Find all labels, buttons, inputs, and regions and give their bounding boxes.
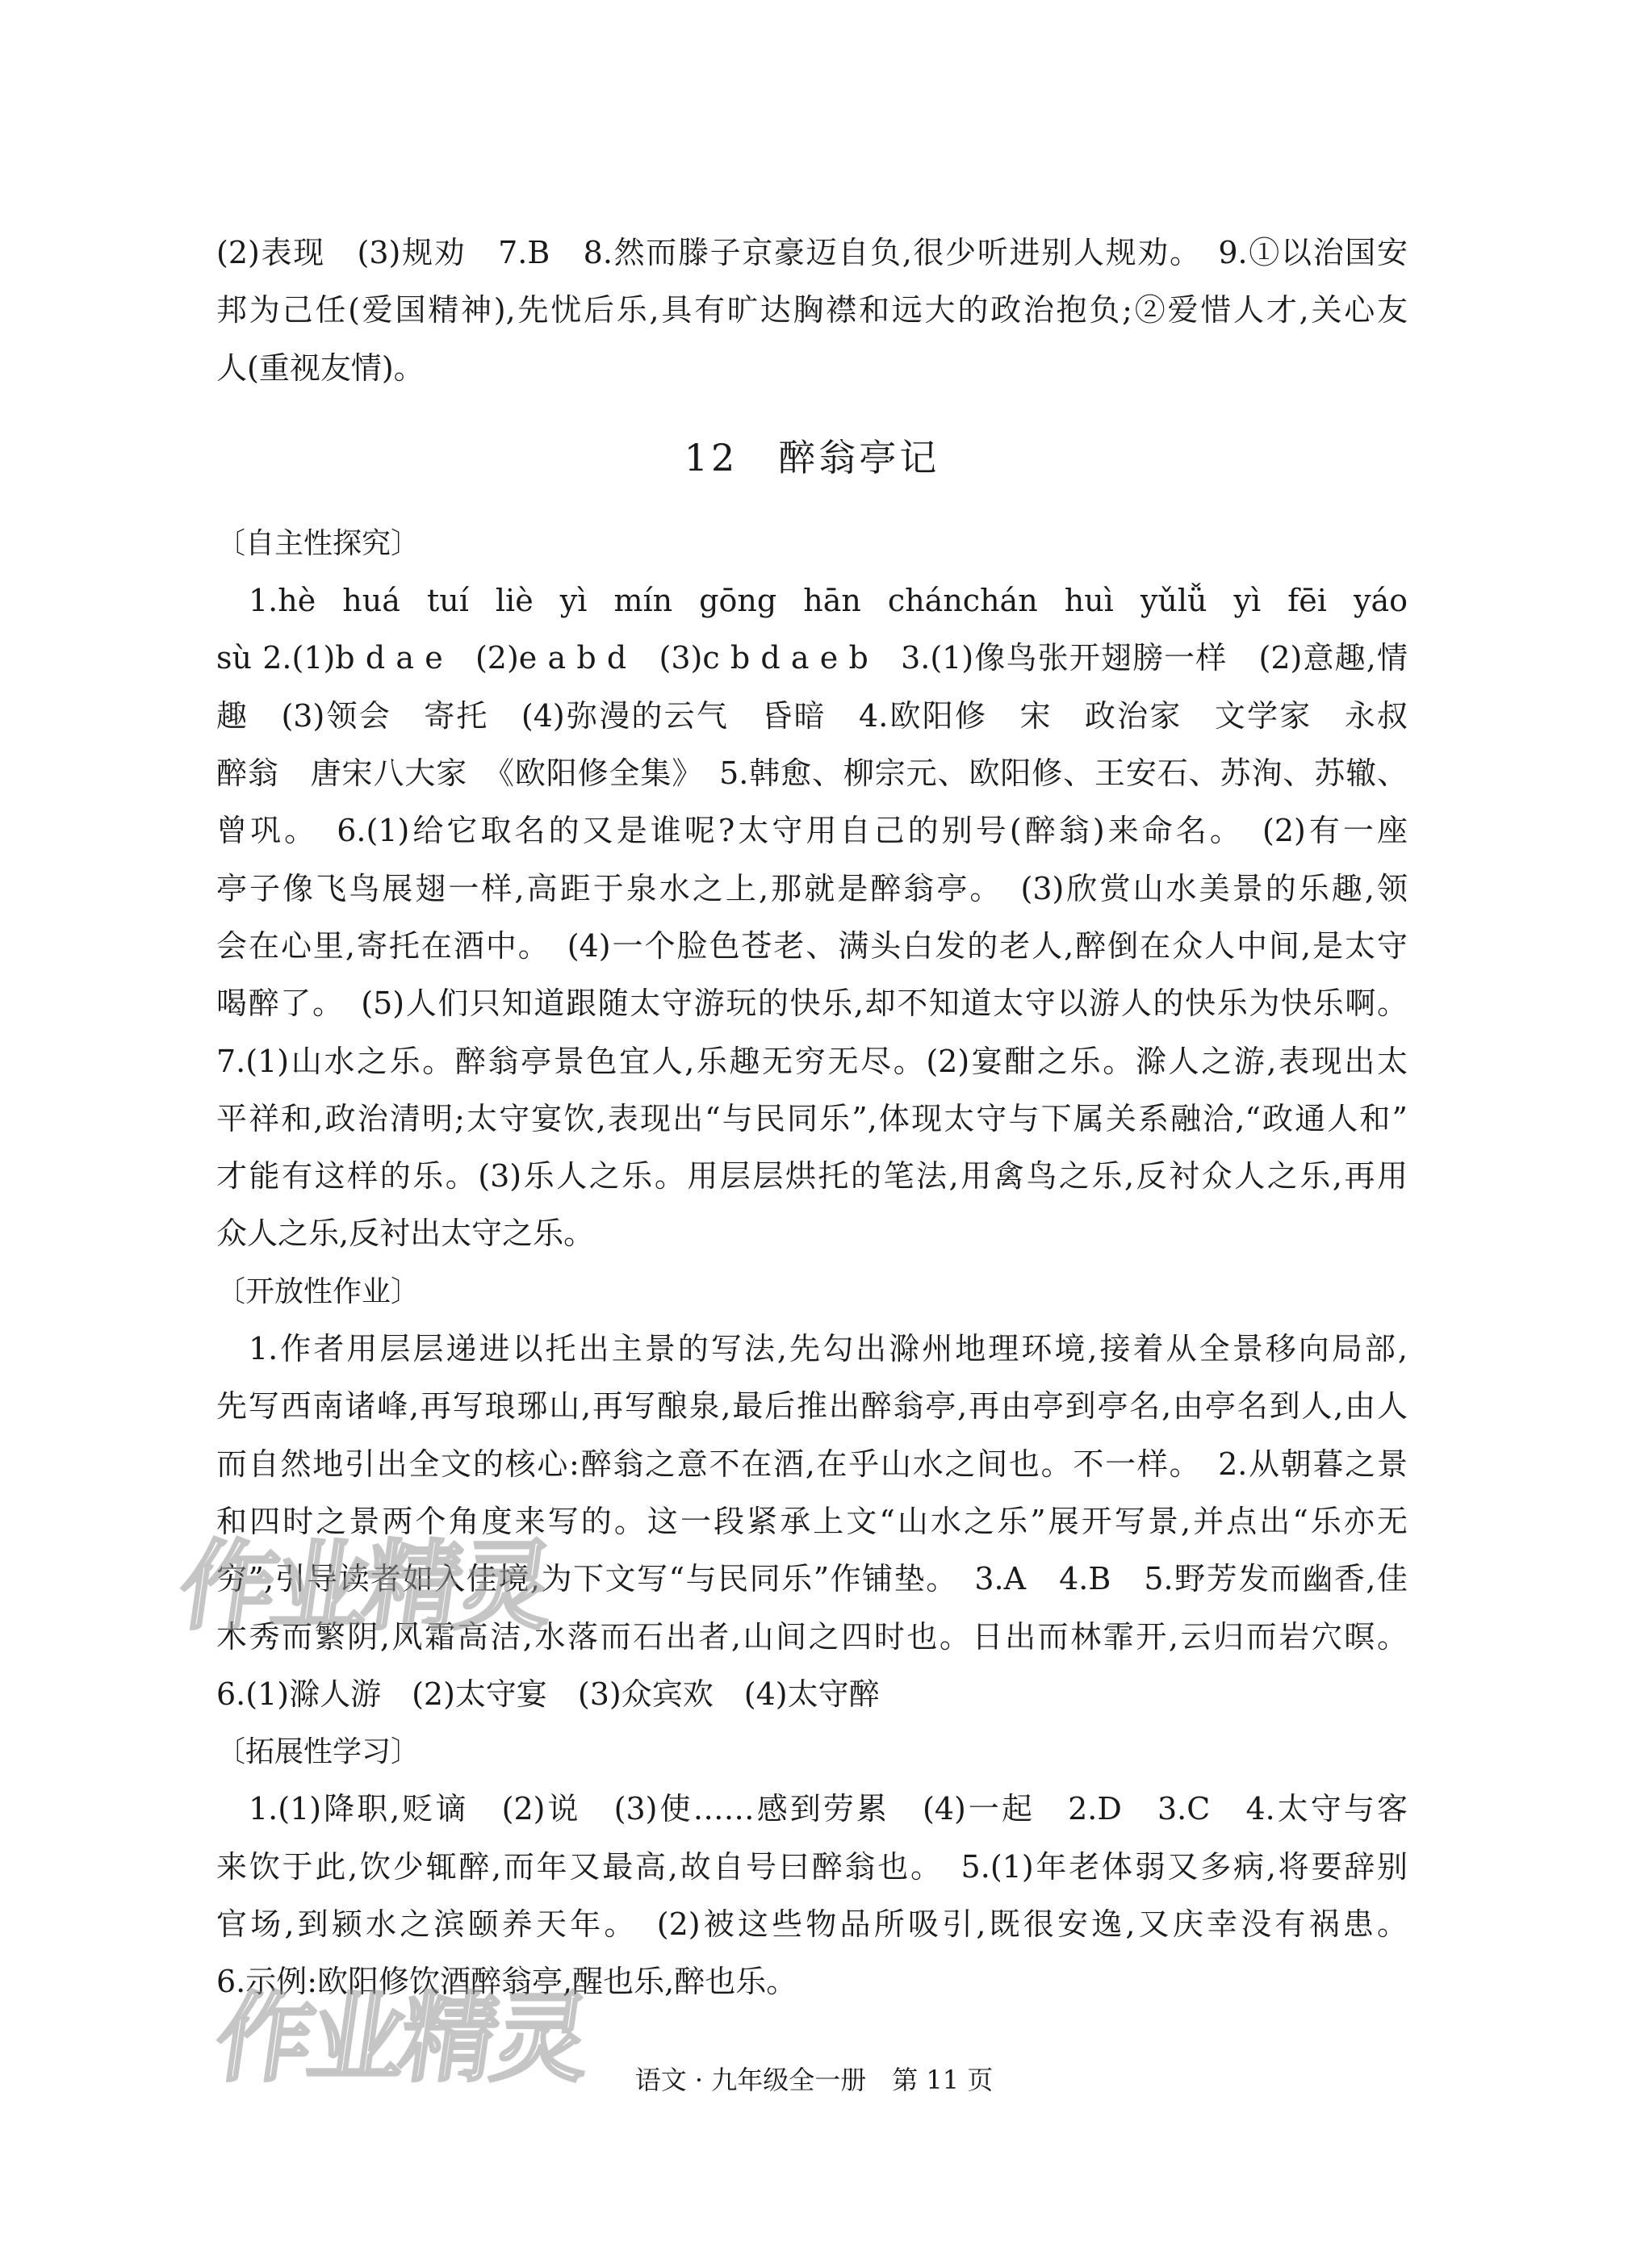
text-line: 会在心里,寄托在酒中。 (4)一个脸色苍老、满头白发的老人,醉倒在众人中间,是太守 [216, 927, 1408, 964]
text-line: sù 2.(1)b d a e (2)e a b d (3)c b d a e b 3.(1)像鸟张开翅膀一样 (2)意趣,情 [216, 640, 1408, 676]
text-line: 木秀而繁阴,风霜高洁,水落而石出者,山间之四时也。日出而林霏开,云归而岩穴暝。 [216, 1618, 1408, 1655]
document-body [216, 224, 1408, 2011]
text-line: 才能有这样的乐。(3)乐人之乐。用层层烘托的笔法,用禽鸟之乐,反衬众人之乐,再用 [216, 1158, 1408, 1195]
text-line: 1.hè huá tuí liè yì mín gōng hān chánchán huì yǔlǚ yì fēi yáo [249, 583, 1408, 619]
text-line: 人(重视友情)。 [216, 349, 425, 386]
text-line: 6.(1)滁人游 (2)太守宴 (3)众宾欢 (4)太守醉 [216, 1676, 880, 1712]
page-footer: 语文 · 九年级全一册 第 11 页 [634, 2065, 994, 2095]
watermark-logo: 作业精灵 [172, 1531, 557, 1643]
text-line: 众人之乐,反衬出太守之乐。 [216, 1216, 595, 1252]
text-line: 而自然地引出全文的核心:醉翁之意不在酒,在乎山水之间也。不一样。 2.从朝暮之景 [216, 1446, 1408, 1482]
text-line: 邦为己任(爱国精神),先忧后乐,具有旷达胸襟和远大的政治抱负;②爱惜人才,关心友 [216, 292, 1408, 328]
section-heading: 〔开放性作业〕 [216, 1274, 421, 1308]
text-line: 喝醉了。 (5)人们只知道跟随太守游玩的快乐,却不知道太守以游人的快乐为快乐啊。 [216, 985, 1408, 1022]
text-line: 官场,到颍水之滨颐养天年。 (2)被这些物品所吸引,既很安逸,又庆幸没有祸患。 [216, 1906, 1408, 1943]
text-line: 平祥和,政治清明;太守宴饮,表现出“与民同乐”,体现太守与下属关系融洽,“政通人和” [216, 1100, 1408, 1136]
section-heading: 〔自主性探究〕 [216, 526, 421, 560]
text-line: 穷”,引导读者如入佳境,为下文写“与民同乐”作铺垫。 3.A 4.B 5.野芳发而幽香,佳 [216, 1561, 1408, 1597]
section-heading: 〔拓展性学习〕 [216, 1735, 421, 1769]
text-line: (2)表现 (3)规劝 7.B 8.然而滕子京豪迈自负,很少听进别人规劝。 9.①以治国安 [216, 235, 1408, 270]
text-line: 来饮于此,饮少辄醉,而年又最高,故自号曰醉翁也。 5.(1)年老体弱又多病,将要辞别 [216, 1848, 1408, 1885]
text-line: 亭子像飞鸟展翅一样,高距于泉水之上,那就是醉翁亭。 (3)欣赏山水美景的乐趣,领 [216, 870, 1408, 906]
text-line: 曾巩。 6.(1)给它取名的又是谁呢?太守用自己的别号(醉翁)来命名。 (2)有一座 [216, 813, 1408, 849]
text-line: 先写西南诸峰,再写琅琊山,再写酿泉,最后推出醉翁亭,再由亭到亭名,由亭名到人,由人 [216, 1388, 1408, 1425]
text-line: 醉翁 唐宋八大家 《欧阳修全集》 5.韩愈、柳宗元、欧阳修、王安石、苏洵、苏辙、 [216, 755, 1408, 792]
text-line: 6.示例:欧阳修饮酒醉翁亭,醒也乐,醉也乐。 [216, 1964, 797, 2000]
section-title: 12 醉翁亭记 [684, 435, 940, 479]
text-line: 趣 (3)领会 寄托 (4)弥漫的云气 昏暗 4.欧阳修 宋 政治家 文学家 永叔 [216, 697, 1408, 734]
text-line: 1.(1)降职,贬谪 (2)说 (3)使……感到劳累 (4)一起 2.D 3.C 4.太守与客 [249, 1791, 1408, 1827]
watermark-logo: 作业精灵 [208, 1983, 593, 2095]
text-line: 和四时之景两个角度来写的。这一段紧承上文“山水之乐”展开写景,并点出“乐亦无 [216, 1503, 1408, 1539]
text-line: 7.(1)山水之乐。醉翁亭景色宜人,乐趣无穷无尽。(2)宴酣之乐。滁人之游,表现出太 [216, 1043, 1408, 1079]
text-line: 1.作者用层层递进以托出主景的写法,先勾出滁州地理环境,接着从全景移向局部, [249, 1331, 1408, 1367]
